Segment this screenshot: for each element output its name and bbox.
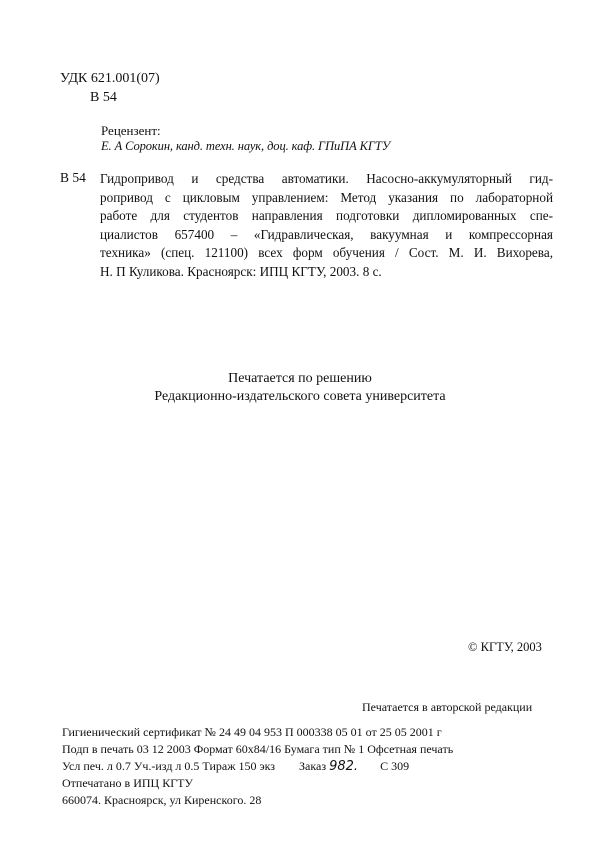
- bib-line: Н. П Куликова. Красноярск: ИПЦ КГТУ, 2003. 8 с.: [100, 263, 382, 279]
- publish-decision-line2: Редакционно-издательского совета университета: [154, 389, 446, 404]
- publish-decision-line1: Печатается по решению: [228, 371, 372, 386]
- udk-code: УДК 621.001(07): [60, 71, 160, 86]
- imprint-volume: [62, 758, 453, 775]
- bib-line: ропривод с цикловым управлением: Метод указания по лабораторной: [100, 189, 553, 205]
- imprint-printed-at: Отпечатано в ИПЦ КГТУ: [62, 776, 193, 790]
- author-sign: В 54: [60, 170, 86, 185]
- imprint-certificate: Гигиенический сертификат № 24 49 04 953 П 000338 05 01 от 25 05 2001 г: [62, 725, 442, 739]
- bbk-code: В 54: [90, 90, 117, 105]
- reviewer-text: Е. А Сорокин, канд. техн. наук, доц. каф. ГПиПА КГТУ: [101, 139, 391, 153]
- order-code: С 309: [380, 759, 410, 773]
- imprint-format: Подп в печать 03 12 2003 Формат 60х84/16 Бумага тип № 1 Офсетная печать: [62, 742, 454, 756]
- bib-line: работе для студентов направления подготовки дипломированных спе-: [100, 208, 553, 223]
- bib-line: циалистов 657400 – «Гидравлическая, вакуумная и компрессорная: [100, 226, 553, 242]
- copyright: © КГТУ, 2003: [468, 640, 542, 654]
- bib-line: техника» (спец. 121100) всех форм обучения / Сост. М. И. Вихорева,: [100, 245, 553, 260]
- imprint: [62, 724, 453, 809]
- imprint-address: 660074. Красноярск, ул Киренского. 28: [62, 793, 262, 807]
- imprint-print-run: Усл печ. л 0.7 Уч.-изд л 0.5 Тираж 150 экз: [62, 759, 276, 773]
- order-label: Заказ: [299, 759, 327, 773]
- bib-line: Гидропривод и средства автоматики. Насосно-аккумуляторный гид-: [100, 171, 553, 186]
- order-number-handwritten: 982.: [329, 759, 359, 774]
- author-edition-note: Печатается в авторской редакции: [362, 700, 533, 714]
- bibliographic-description: [100, 170, 553, 281]
- reviewer-label: Рецензент:: [101, 123, 161, 138]
